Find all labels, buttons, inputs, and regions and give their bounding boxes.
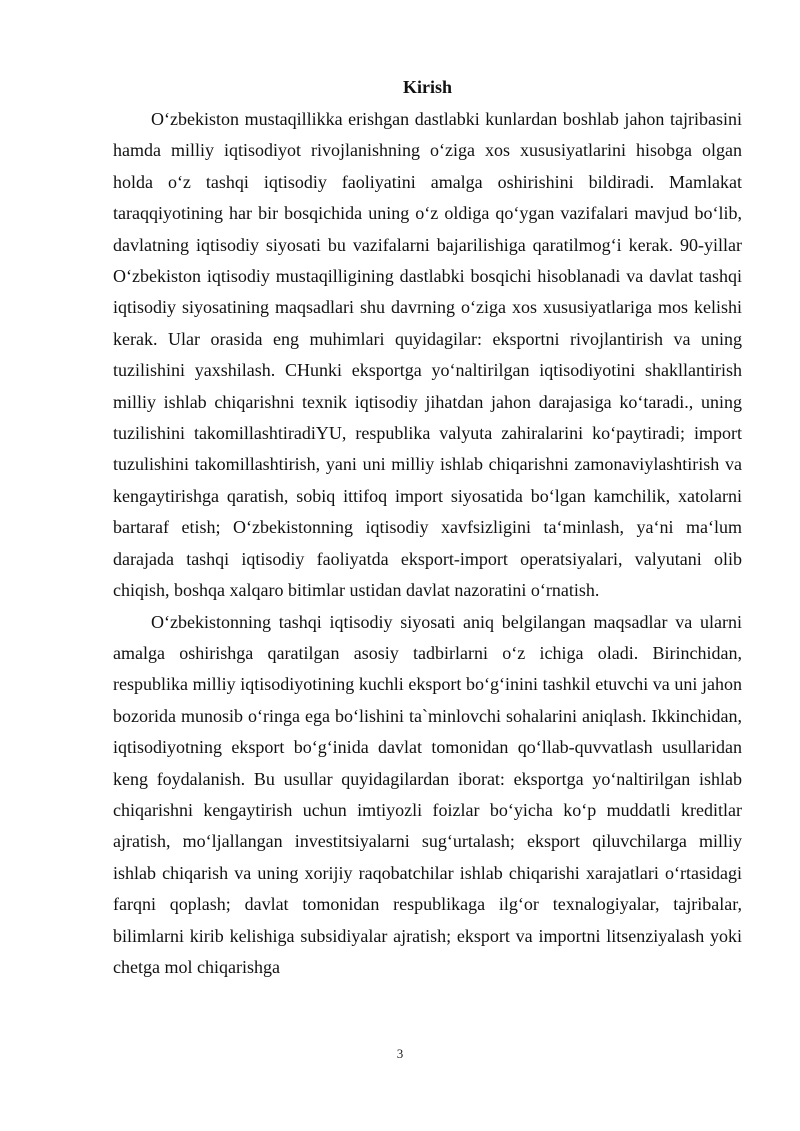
paragraph-1: O‘zbekiston mustaqillikka erishgan dastlabki kunlardan boshlab jahon tajribasini hamda milliy iqtisodiyot rivojlanishning o‘ziga xos xususiyatlarini hisobga olgan holda o‘z tashqi iqtisodiy faoliyatini amalga oshirishini bildiradi. Mamlakat taraqqiyotining har bir bosqichida uning o‘z oldiga qo‘ygan vazifalari mavjud bo‘lib, davlatning iqtisodiy siyosati bu vazifalarni bajarilishiga qaratilmog‘i kerak. 90-yillar O‘zbekiston iqtisodiy mustaqilligining dastlabki bosqichi hisoblanadi va davlat tashqi iqtisodiy siyosatining maqsadlari shu davrning o‘ziga xos xususiyatlariga mos kelishi kerak. Ular orasida eng muhimlari quyidagilar: eksportni rivojlantirish va uning tuzilishini yaxshilash. CHunki eksportga yo‘naltirilgan iqtisodiyotini shakllantirish milliy ishlab chiqarishni texnik iqtisodiy jihatdan jahon darajasiga ko‘taradi., uning tuzilishini takomillashtiradiYU, respublika valyuta zahiralarini ko‘paytiradi; import tuzulishini takomillashtirish, yani uni milliy ishlab chiqarishni zamonaviylashtirish va kengaytirishga qaratish, sobiq ittifoq import siyosatida bo‘lgan kamchilik, xatolarni bartaraf etish; O‘zbekistonning iqtisodiy xavfsizligini ta‘minlash, ya‘ni ma‘lum darajada tashqi iqtisodiy faoliyatda eksport-import operatsiyalari, valyutani olib chiqish, boshqa xalqaro bitimlar ustidan davlat nazoratini o‘rnatish. — [113, 109, 742, 601]
section-title: Kirish — [402, 77, 452, 97]
page-number: 3 — [396, 1046, 404, 1061]
document-body — [113, 72, 742, 983]
paragraph-2: O‘zbekistonning tashqi iqtisodiy siyosati aniq belgilangan maqsadlar va ularni amalga oshirishga qaratilgan asosiy tadbirlarni o‘z ichiga oladi. Birinchidan, respublika milliy iqtisodiyotining kuchli eksport bo‘g‘inini tashkil etuvchi va uni jahon bozorida munosib o‘ringa ega bo‘lishini ta`minlovchi sohalarini aniqlash. Ikkinchidan, iqtisodiyotning eksport bo‘g‘inida davlat tomonidan qo‘llab-quvvatlash usullaridan keng foydalanish. Bu usullar quyidagilardan iborat: eksportga yo‘naltirilgan ishlab chiqarishni kengaytirish uchun imtiyozli foizlar bo‘yicha ko‘p muddatli kreditlar ajratish, mo‘ljallangan investitsiyalarni sug‘urtalash; eksport qiluvchilarga milliy ishlab chiqarish va uning xorijiy raqobatchilar ishlab chiqarishi xarajatlari o‘rtasidagi farqni qoplash; davlat tomonidan respublikaga ilg‘or texnalogiyalar, tajribalar, bilimlarni kirib kelishiga subsidiyalar ajratish; eksport va importni litsenziyalash yoki chetga mol chiqarishga — [113, 611, 742, 977]
